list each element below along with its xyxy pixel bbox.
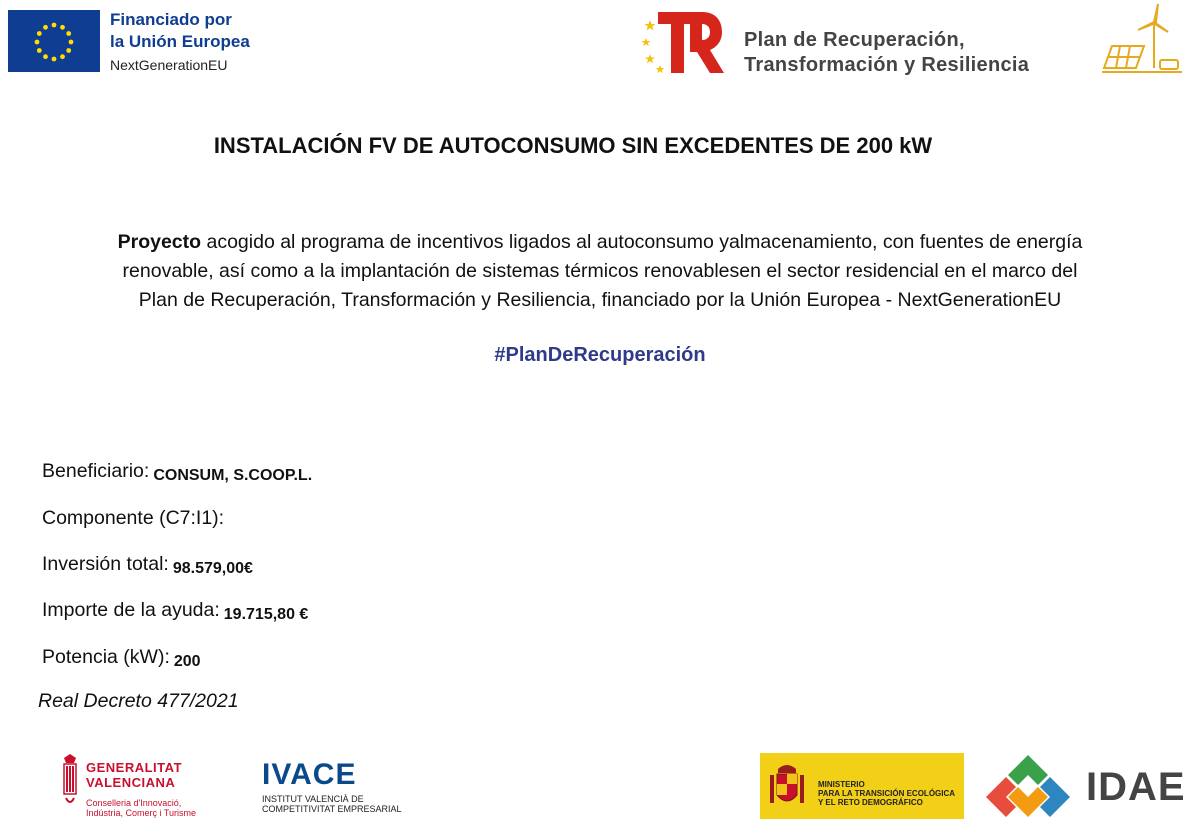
idae-mark-icon: [982, 753, 1074, 819]
field-beneficiario-value: CONSUM, S.COOP.L.: [153, 467, 313, 484]
miteco-text: [818, 780, 955, 807]
prtr-logo-icon: [640, 10, 725, 75]
prtr-line1: Plan de Recuperación,: [744, 29, 965, 51]
eu-funding-line1: Financiado por: [110, 10, 232, 29]
field-ayuda-label: Importe de la ayuda:: [42, 599, 220, 621]
description-lead: Proyecto: [117, 231, 202, 253]
ivace-mark: IVACE: [262, 758, 357, 791]
eu-flag-icon: [8, 10, 100, 72]
ivace-sub1: INSTITUT VALENCIÀ DE: [262, 794, 364, 804]
gva-sub1: Conselleria d'Innovació,: [86, 798, 182, 808]
hashtag: #PlanDeRecuperación: [494, 344, 706, 366]
field-beneficiario: [42, 460, 312, 483]
prtr-line2: Transformación y Resiliencia: [744, 54, 1030, 76]
field-potencia: [42, 646, 201, 669]
description-line3: Plan de Recuperación, Transformación y Resiliencia, financiado por la Unión Europea - NextGenerationEU: [138, 289, 1062, 311]
description-line1-text: acogido al programa de incentivos ligados al autoconsumo yalmacenamiento, con fuentes de energía: [201, 231, 1083, 253]
description-line2: renovable, así como a la implantación de sistemas térmicos renovablesen el sector residencial en el marco del: [122, 260, 1078, 282]
eu-funding-text: [110, 9, 250, 76]
eu-funding-line3: NextGenerationEU: [110, 57, 228, 73]
gva-line2: VALENCIANA: [86, 775, 176, 790]
idae-wordmark: IDAE: [1086, 765, 1186, 809]
gva-conselleria: [86, 798, 196, 818]
gva-name: [86, 760, 182, 790]
miteco-line2: PARA LA TRANSICIÓN ECOLÓGICA: [818, 789, 956, 798]
eu-funding-line2: la Unión Europea: [110, 32, 250, 51]
spain-crest-icon: [768, 761, 806, 811]
miteco-logo: [760, 753, 964, 819]
field-beneficiario-label: Beneficiario:: [42, 460, 150, 482]
idae-logo: [982, 753, 1188, 821]
wind-solar-icon: [1098, 2, 1184, 78]
field-inversion: [42, 553, 253, 576]
field-potencia-label: Potencia (kW):: [42, 646, 170, 668]
field-componente: [42, 507, 228, 530]
field-inversion-value: 98.579,00€: [172, 560, 253, 577]
ivace-subtitle: [262, 794, 402, 814]
gva-logo: [60, 752, 200, 818]
field-ayuda: [42, 599, 308, 622]
gva-shield-icon: [60, 754, 80, 806]
decree-reference: Real Decreto 477/2021: [38, 690, 239, 712]
prtr-text: [744, 28, 1029, 78]
page-title: INSTALACIÓN FV DE AUTOCONSUMO SIN EXCEDENTES DE 200 kW: [213, 133, 933, 158]
field-componente-label: Componente (C7:I1):: [42, 507, 225, 529]
ivace-logo: [262, 758, 402, 818]
description-line1: [30, 228, 1170, 257]
project-description: [30, 228, 1170, 315]
ivace-sub2: COMPETITIVITAT EMPRESARIAL: [262, 804, 402, 814]
field-ayuda-value: 19.715,80 €: [223, 606, 309, 623]
gva-sub2: Indústria, Comerç i Turisme: [86, 808, 197, 818]
field-inversion-label: Inversión total:: [42, 553, 169, 575]
miteco-line3: Y EL RETO DEMOGRÁFICO: [818, 798, 923, 807]
miteco-line1: MINISTERIO: [818, 780, 865, 789]
field-potencia-value: 200: [173, 653, 201, 670]
gva-line1: GENERALITAT: [86, 760, 183, 775]
